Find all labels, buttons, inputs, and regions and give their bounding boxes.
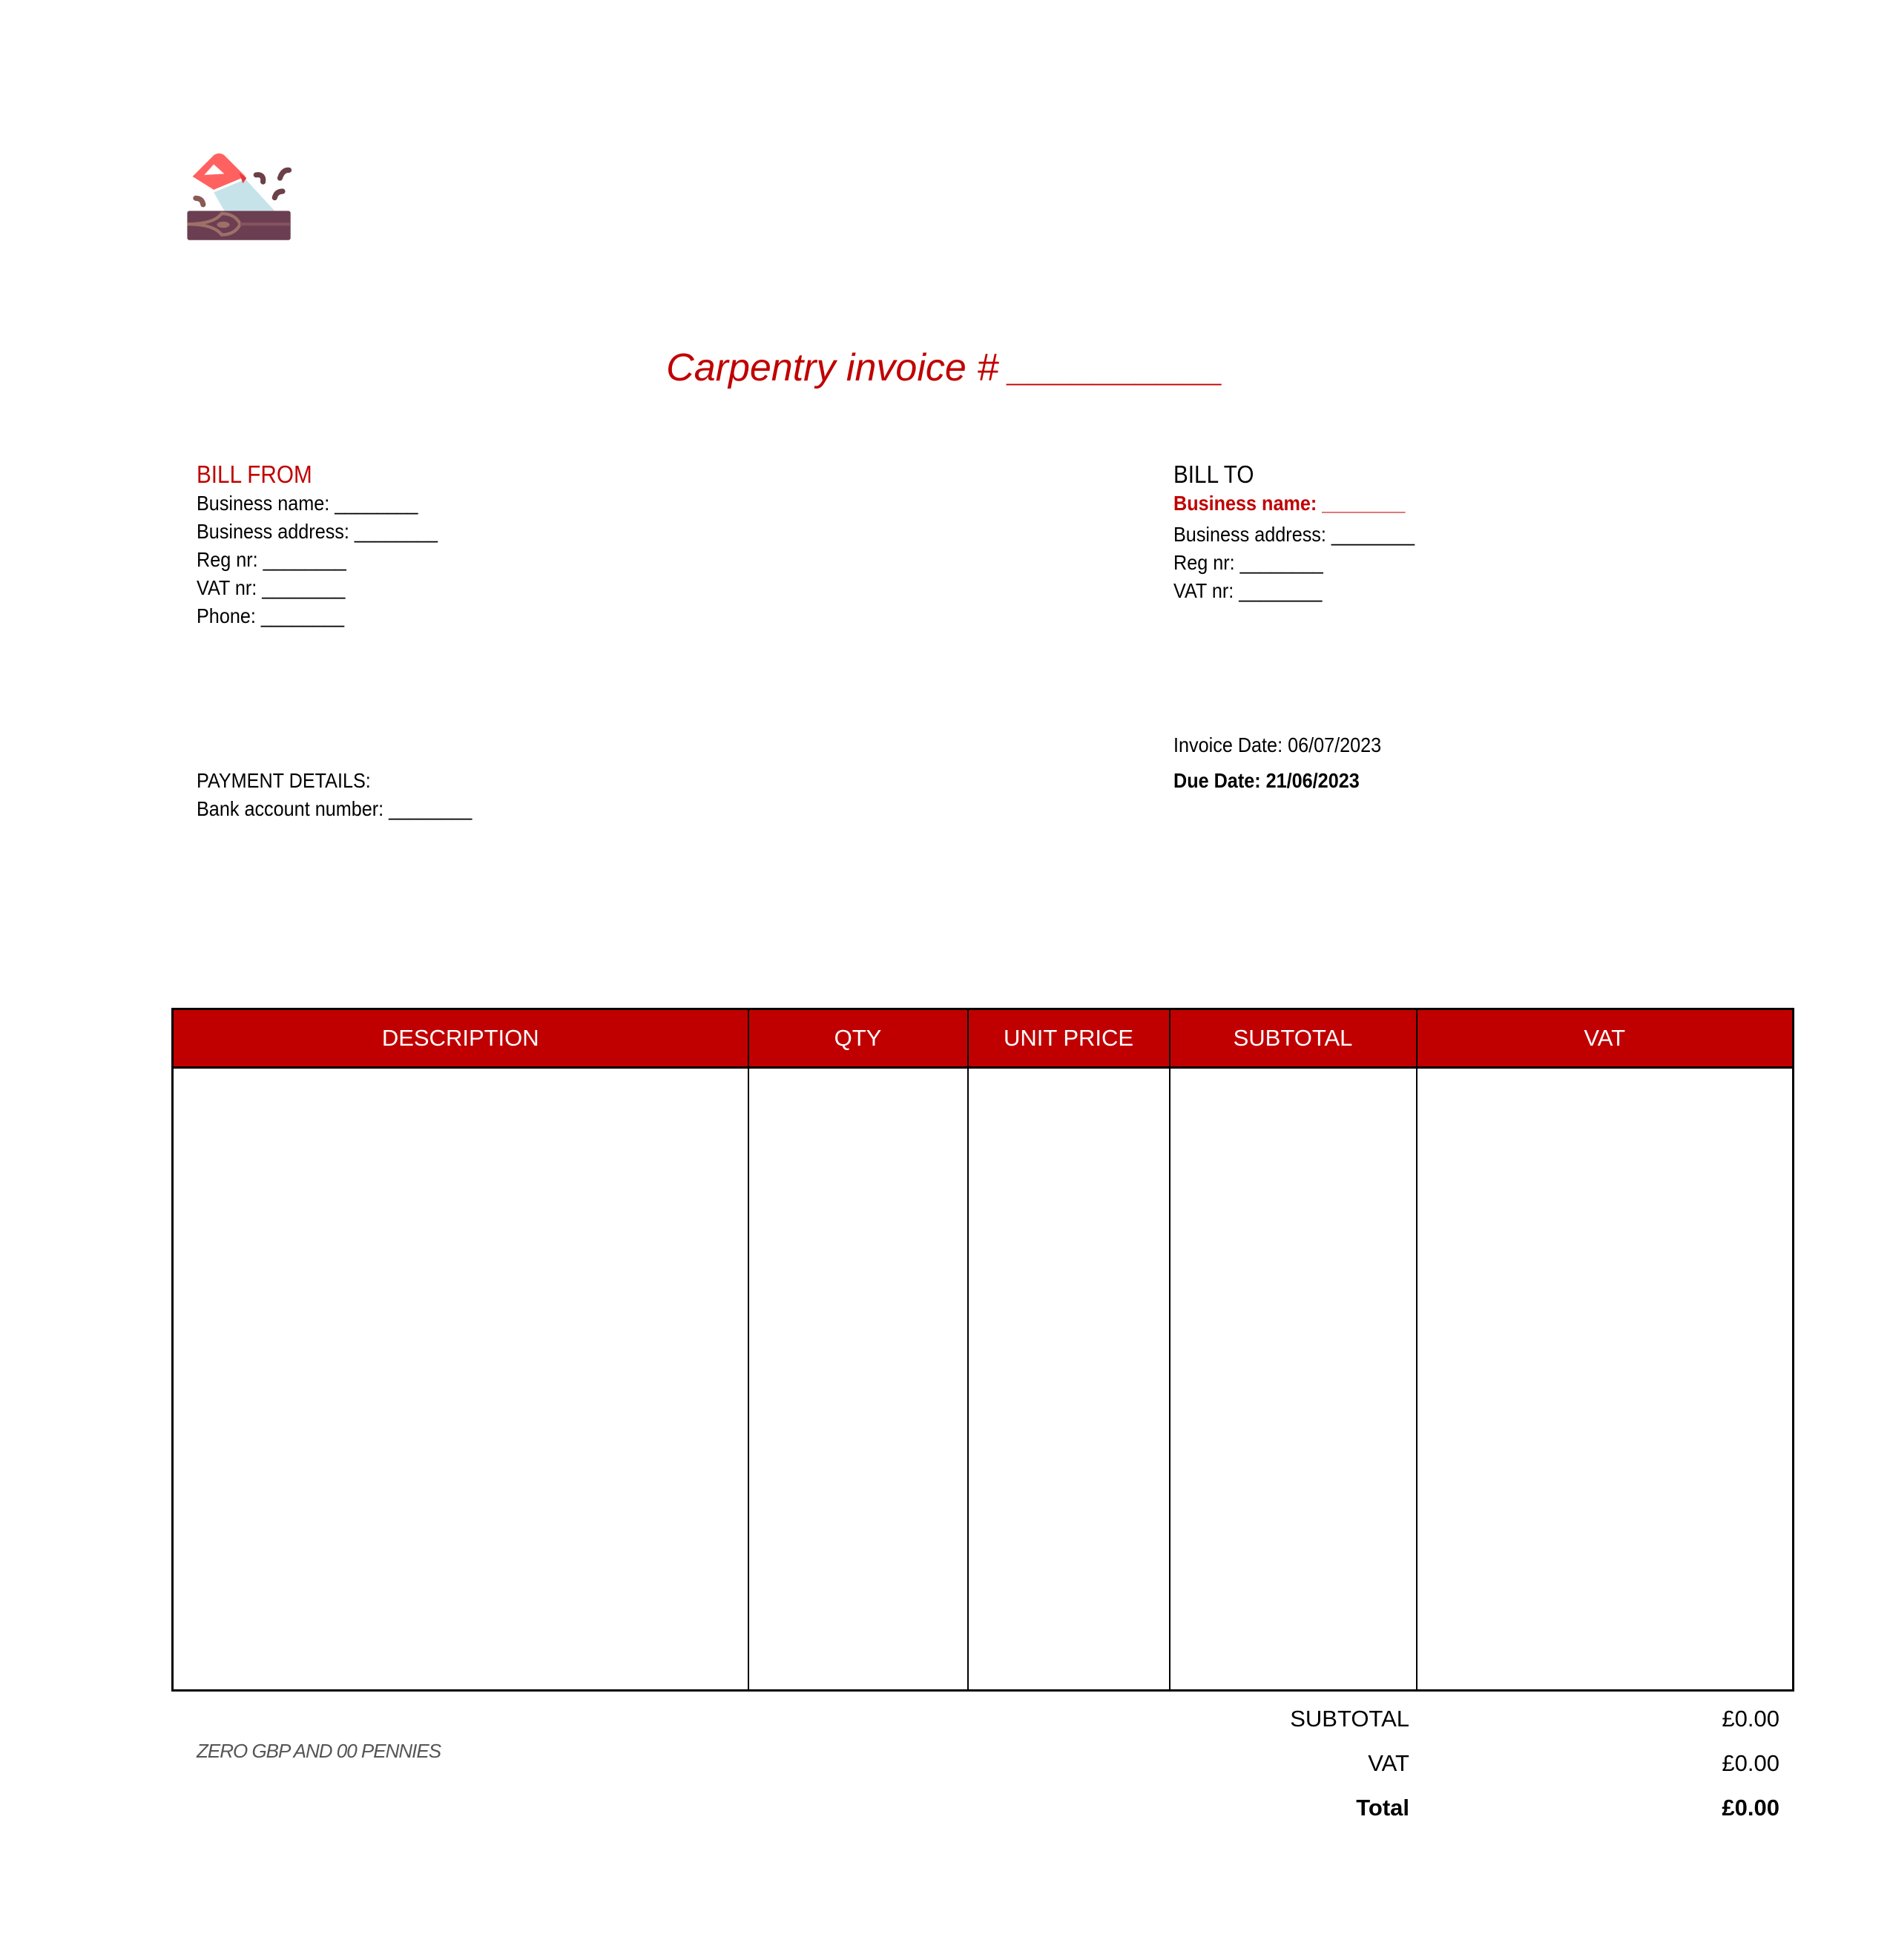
bill-from-line: VAT nr: ________ — [197, 576, 346, 599]
bill-from-line: Business name: ________ — [197, 492, 418, 515]
invoice-title: Carpentry invoice # __________ — [666, 346, 1224, 389]
total-value: £0.00 — [1722, 1795, 1779, 1821]
bill-to-section — [1173, 460, 1441, 605]
bill-from-heading: BILL FROM — [197, 461, 312, 488]
saw-wood-logo-icon — [171, 131, 320, 259]
dates-section — [1173, 731, 1404, 795]
column-header-subtotal: SUBTOTAL — [1170, 1009, 1417, 1068]
column-header-vat: VAT — [1417, 1009, 1794, 1068]
bill-to-line: Business address: ________ — [1173, 523, 1415, 546]
due-date: Due Date: 21/06/2023 — [1173, 769, 1360, 792]
invoice-date: Invoice Date: 06/07/2023 — [1173, 733, 1382, 756]
table-row — [173, 1068, 1794, 1691]
payment-heading: PAYMENT DETAILS: — [197, 769, 371, 792]
company-logo — [171, 131, 320, 259]
vat-cell[interactable] — [1417, 1068, 1794, 1691]
unit-price-cell[interactable] — [968, 1068, 1170, 1691]
bill-from-line: Business address: ________ — [197, 520, 438, 543]
payment-section — [197, 767, 503, 823]
total-label: Total — [1356, 1795, 1409, 1821]
column-header-qty: QTY — [748, 1009, 968, 1068]
column-header-unit-price: UNIT PRICE — [968, 1009, 1170, 1068]
bill-to-line: Reg nr: ________ — [1173, 551, 1323, 574]
vat-value: £0.00 — [1722, 1750, 1779, 1776]
bill-to-heading: BILL TO — [1173, 461, 1254, 488]
description-cell[interactable] — [173, 1068, 748, 1691]
bill-from-section — [197, 460, 464, 630]
vat-label: VAT — [1368, 1750, 1409, 1776]
bill-from-line: Phone: ________ — [197, 604, 344, 627]
subtotal-label: SUBTOTAL — [1290, 1706, 1409, 1732]
bill-to-business-name: Business name: ________ — [1173, 492, 1406, 515]
bill-to-line: VAT nr: ________ — [1173, 579, 1323, 602]
column-header-description: DESCRIPTION — [173, 1009, 748, 1068]
subtotal-value: £0.00 — [1722, 1706, 1779, 1732]
qty-cell[interactable] — [748, 1068, 968, 1691]
bill-from-line: Reg nr: ________ — [197, 548, 346, 571]
subtotal-cell[interactable] — [1170, 1068, 1417, 1691]
amount-in-words: ZERO GBP AND 00 PENNIES — [197, 1740, 441, 1762]
bank-account: Bank account number: ________ — [197, 797, 472, 820]
line-items-table — [171, 1008, 1794, 1692]
